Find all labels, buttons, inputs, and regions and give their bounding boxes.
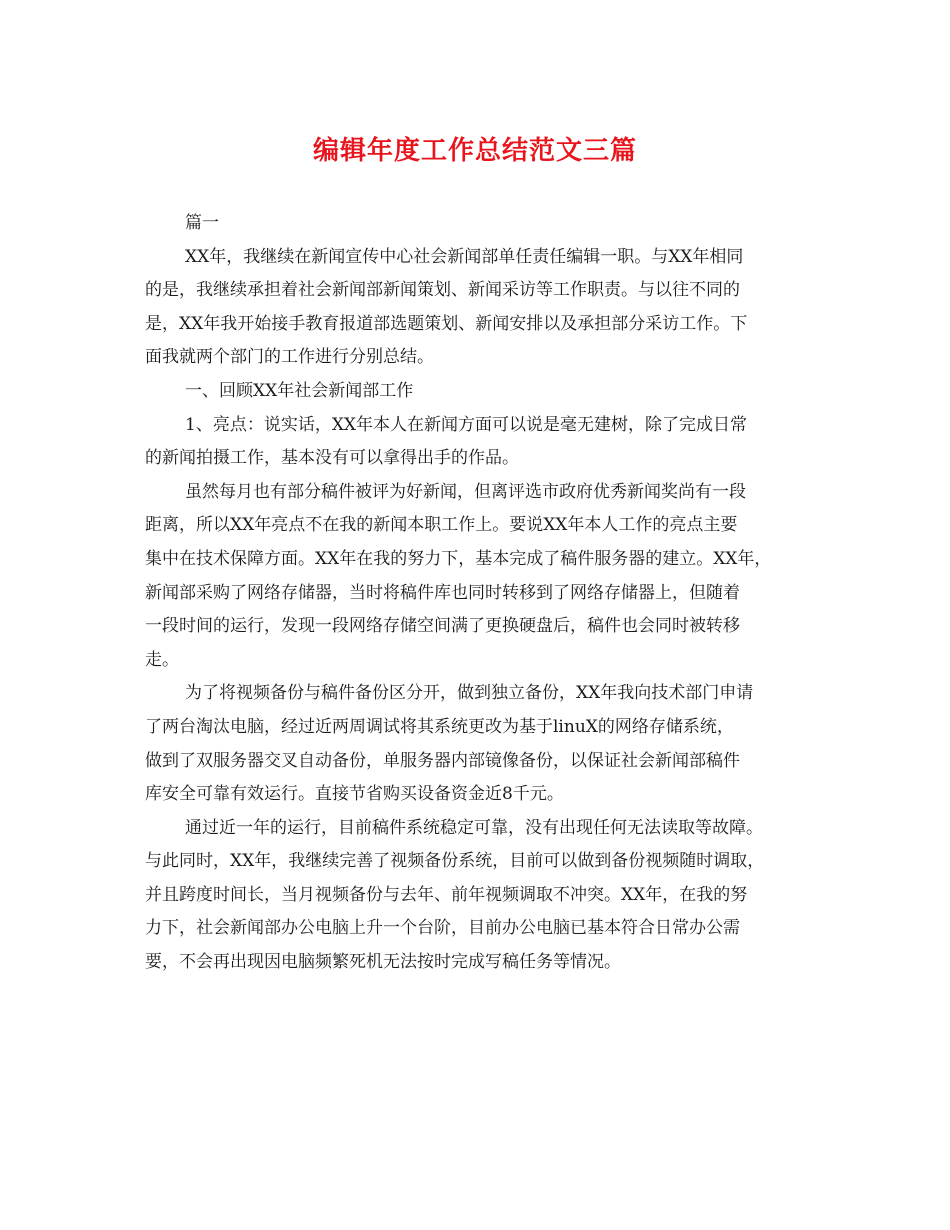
paragraph-line: 要，不会再出现因电脑频繁死机无法按时完成写稿任务等情况。 — [145, 952, 621, 973]
paragraph-line: 面我就两个部门的工作进行分别总结。 — [145, 347, 434, 368]
paragraph-line: 走。 — [145, 649, 179, 670]
paragraph-line: 一、回顾XX年社会新闻部工作 — [185, 380, 414, 401]
paragraph-line: 为了将视频备份与稿件备份区分开，做到独立备份，XX年我向技术部门申请 — [185, 683, 754, 704]
paragraph — [145, 241, 805, 375]
paragraph-line: 了两台淘汰电脑，经过近两周调试将其系统更改为基于linuX的网络存储系统， — [145, 716, 734, 737]
paragraph — [145, 476, 805, 678]
paragraph-line: 新闻部采购了网络存储器，当时将稿件库也同时转移到了网络存储器上，但随着 — [145, 582, 740, 603]
paragraph-line: 一段时间的运行，发现一段网络存储空间满了更换硬盘后，稿件也会同时被转移 — [145, 616, 740, 637]
paragraph-line: 库安全可靠有效运行。直接节省购买设备资金近8千元。 — [145, 784, 564, 805]
paragraph-subheading — [145, 375, 805, 409]
paragraph — [145, 677, 805, 811]
paragraph-line: 通过近一年的运行，目前稿件系统稳定可靠，没有出现任何无法读取等故障。 — [185, 817, 763, 838]
paragraph-line: 篇一 — [185, 213, 219, 233]
paragraph — [145, 812, 805, 980]
paragraph-line: 集中在技术保障方面。XX年在我的努力下，基本完成了稿件服务器的建立。XX年， — [145, 548, 772, 569]
paragraph-line: 的是，我继续承担着社会新闻部新闻策划、新闻采访等工作职责。与以往不同的 — [145, 280, 740, 301]
document-body — [145, 207, 805, 980]
paragraph-line: 并且跨度时间长，当月视频备份与去年、前年视频调取不冲突。XX年，在我的努 — [145, 884, 748, 905]
paragraph-line: 1、亮点：说实话，XX年本人在新闻方面可以说是毫无建树，除了完成日常 — [185, 414, 748, 435]
paragraph-line: 与此同时，XX年，我继续完善了视频备份系统，目前可以做到备份视频随时调取， — [145, 851, 765, 872]
paragraph-line: 距离，所以XX年亮点不在我的新闻本职工作上。要说XX年本人工作的亮点主要 — [145, 515, 738, 536]
paragraph-line: XX年，我继续在新闻宣传中心社会新闻部单任责任编辑一职。与XX年相同 — [185, 246, 744, 267]
paragraph-line: 力下，社会新闻部办公电脑上升一个台阶，目前办公电脑已基本符合日常办公需 — [145, 918, 740, 939]
paragraph — [145, 409, 805, 476]
paragraph-line: 虽然每月也有部分稿件被评为好新闻，但离评选市政府优秀新闻奖尚有一段 — [185, 481, 746, 502]
paragraph-line: 是，XX年我开始接手教育报道部选题策划、新闻安排以及承担部分采访工作。下 — [145, 313, 748, 334]
paragraph-section-heading — [145, 207, 805, 241]
paragraph-line: 做到了双服务器交叉自动备份，单服务器内部镜像备份，以保证社会新闻部稿件 — [145, 750, 740, 771]
paragraph-line: 的新闻拍摄工作，基本没有可以拿得出手的作品。 — [145, 448, 519, 469]
document-title: 编辑年度工作总结范文三篇 — [312, 136, 637, 166]
